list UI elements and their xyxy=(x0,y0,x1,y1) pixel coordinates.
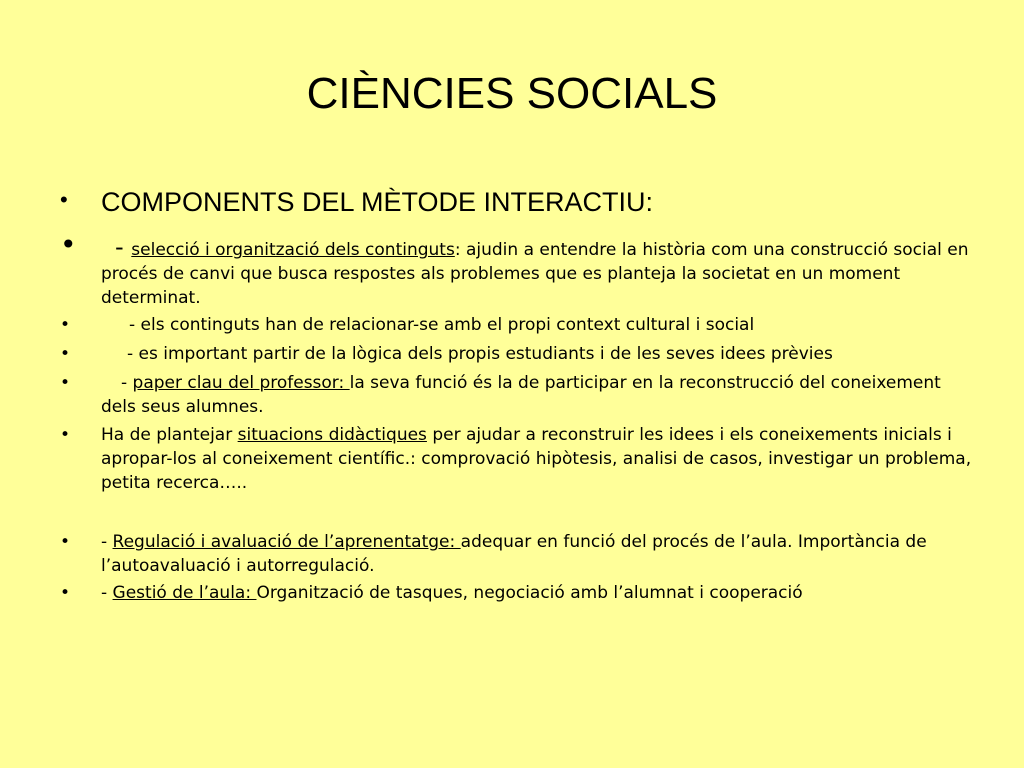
item-rest: la seva funció és la de participar en la reconstrucció del coneixement dels seus alumnes. xyxy=(101,373,941,417)
section-heading-text: COMPONENTS DEL MÈTODE INTERACTIU: xyxy=(101,187,654,217)
list-item-text xyxy=(101,530,980,578)
item-rest: : ajudin a entendre la història com una construcció social en procés de canvi que busca respostes als problemes que es planteja la societat en un moment determinat. xyxy=(101,240,969,308)
item-underlined: selecció i organització dels continguts xyxy=(131,240,455,260)
list-item xyxy=(60,530,980,578)
item-text: - es important partir de la lògica dels propis estudiants i de les seves idees prèvies xyxy=(127,344,833,364)
list-item xyxy=(60,313,980,337)
bullet-icon: • xyxy=(60,583,71,603)
item-prefix: - xyxy=(121,373,133,393)
item-prefix: - xyxy=(115,233,132,261)
list-item-text xyxy=(101,235,980,310)
list-item-text xyxy=(101,423,980,495)
bullet-icon: • xyxy=(60,187,68,212)
item-text: - els continguts han de relacionar-se amb el propi context cultural i social xyxy=(129,315,755,335)
list-item xyxy=(60,228,980,310)
item-underlined: situacions didàctiques xyxy=(237,425,427,445)
item-underlined: Regulació i avaluació de l’aprenentatge: xyxy=(112,532,461,552)
list-item-text xyxy=(101,342,980,366)
bullet-icon: • xyxy=(60,344,71,364)
slide-title: CIÈNCIES SOCIALS xyxy=(306,69,718,118)
item-prefix: - xyxy=(101,532,113,552)
list-item xyxy=(60,581,980,605)
list-item xyxy=(60,371,980,419)
list-item-text xyxy=(101,371,980,419)
item-prefix: - xyxy=(101,583,113,603)
bullet-icon: • xyxy=(60,373,71,393)
list-item xyxy=(60,342,980,366)
bullet-icon: • xyxy=(60,532,71,552)
item-underlined: Gestió de l’aula: xyxy=(112,583,257,603)
bullet-icon: • xyxy=(60,315,71,335)
list-item-text xyxy=(101,581,980,605)
item-rest: Organització de tasques, negociació amb l’alumnat i cooperació xyxy=(256,583,803,603)
list-item xyxy=(60,423,980,495)
list-item-text xyxy=(101,313,980,337)
section-heading xyxy=(60,185,980,219)
item-rest: per ajudar a reconstruir les idees i els coneixements inicials i apropar-los al coneixement científic.: comprovació hipòtesis, analisi de casos, investigar un problema, petita recerca….. xyxy=(101,425,972,493)
item-prefix: Ha de plantejar xyxy=(101,425,238,445)
item-rest: adequar en funció del procés de l’aula. Importància de l’autoavaluació i autorregulació. xyxy=(101,532,927,576)
item-underlined: paper clau del professor: xyxy=(132,373,350,393)
bullet-icon: • xyxy=(60,425,71,445)
bullet-icon: • xyxy=(60,228,77,261)
